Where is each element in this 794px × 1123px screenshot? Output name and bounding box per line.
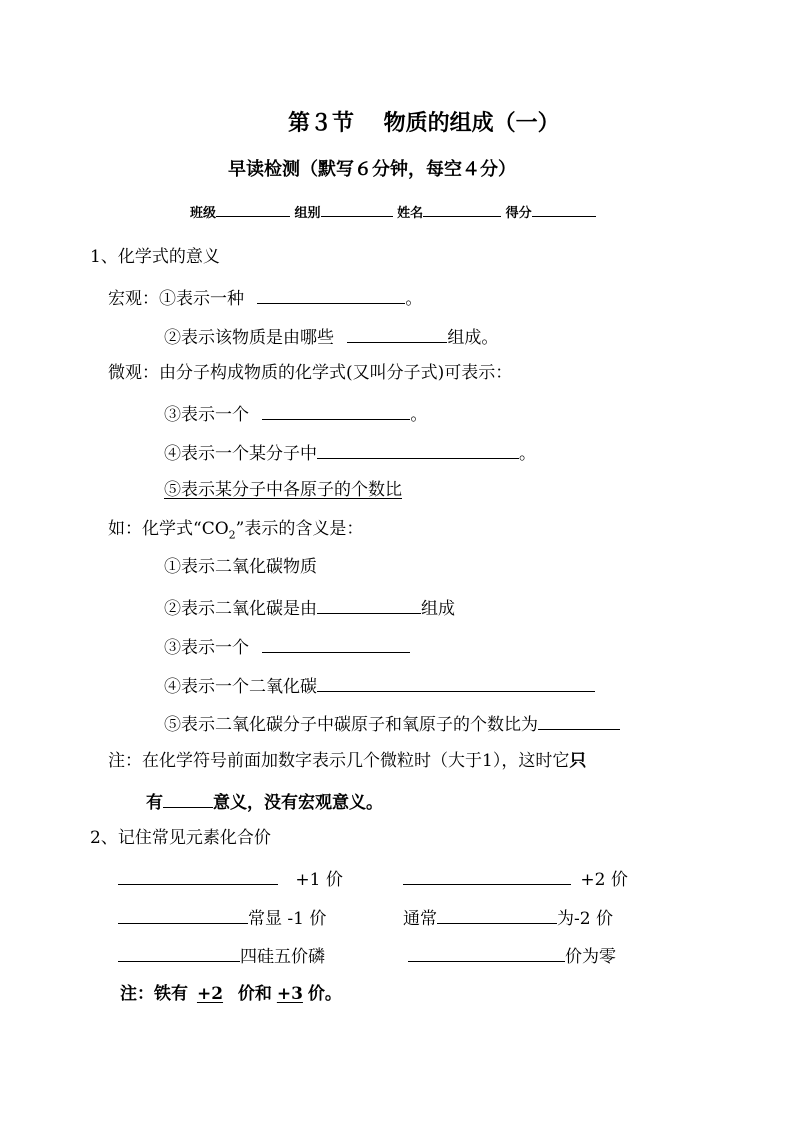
info-line [190,202,596,223]
micro-item-3: ③表示一个 。 [164,401,427,426]
group-blank[interactable] [321,202,393,217]
r2-left-blank[interactable] [118,905,248,924]
group-label: 组别 [294,206,321,221]
r3-left-blank[interactable] [118,943,240,962]
section2-heading: 2、记住常见元素化合价 [90,828,271,848]
example-item-1: ①表示二氧化碳物质 [164,557,317,577]
page-subtitle: 早读检测（默写６分钟，每空４分） [228,159,516,180]
macro-1-blank[interactable] [257,285,405,304]
iron-valence-1: +2 [196,984,224,1004]
valence-row-3-left: 四硅五价磷 [118,943,325,968]
valence-row-2-left: 常显 -1 价 [118,905,326,930]
valence-row-1-left: +1 价 [118,866,343,891]
macro-label: 宏观： [108,289,159,309]
macro-line-1: 宏观：①表示一种 。 [108,285,422,310]
ex-3-blank[interactable] [262,634,410,653]
score-label: 得分 [505,206,532,221]
iron-note: 注：铁有 +2 价和 +3 价。 [120,984,342,1004]
valence-row-1-right: +2 价 [403,866,628,891]
note-line-2: 有 意义，没有宏观意义。 [146,789,383,814]
r1-left-blank[interactable] [118,866,278,885]
valence-row-3-right: 价为零 [408,943,616,968]
class-blank[interactable] [216,202,290,217]
example-item-5: ⑤表示二氧化碳分子中碳原子和氧原子的个数比为 [164,711,620,736]
score-blank[interactable] [532,202,596,217]
micro-label: 微观： [108,363,159,383]
example-item-2: ②表示二氧化碳是由 组成 [164,595,455,620]
name-label: 姓名 [397,206,424,221]
r2-right-blank[interactable] [437,905,557,924]
ex-5-blank[interactable] [538,711,620,730]
iron-valence-2: +3 [276,984,303,1004]
micro-3-blank[interactable] [262,401,410,420]
example-item-4: ④表示一个二氧化碳 [164,673,595,698]
macro-line-2: ②表示该物质是由哪些 组成。 [164,324,498,349]
micro-4-blank[interactable] [317,440,519,459]
ex-4-blank[interactable] [317,673,595,692]
note-line-1: 注：在化学符号前面加数字表示几个微粒时（大于1），这时它只 [108,751,587,771]
valence-row-2-right: 通常 为-2 价 [403,905,613,930]
micro-item-4: ④表示一个某分子中 。 [164,440,536,465]
name-blank[interactable] [423,202,501,217]
r3-right-blank[interactable] [408,943,565,962]
note-blank[interactable] [163,789,213,808]
micro-item-5: ⑤表示某分子中各原子的个数比 [164,480,402,500]
section1-heading: 1、化学式的意义 [90,247,220,267]
r1-right-blank[interactable] [403,866,571,885]
macro-2-blank[interactable] [347,324,447,343]
example-item-3: ③表示一个 [164,634,410,659]
ex-2-blank[interactable] [317,595,421,614]
class-label: 班级 [190,206,217,221]
page-title: 第３节 物质的组成（一） [288,110,560,136]
example-intro: 如：化学式“$CO_2$”表示的含义是： [108,519,364,542]
micro-line: 微观：由分子构成物质的化学式(又叫分子式)可表示： [108,363,513,383]
